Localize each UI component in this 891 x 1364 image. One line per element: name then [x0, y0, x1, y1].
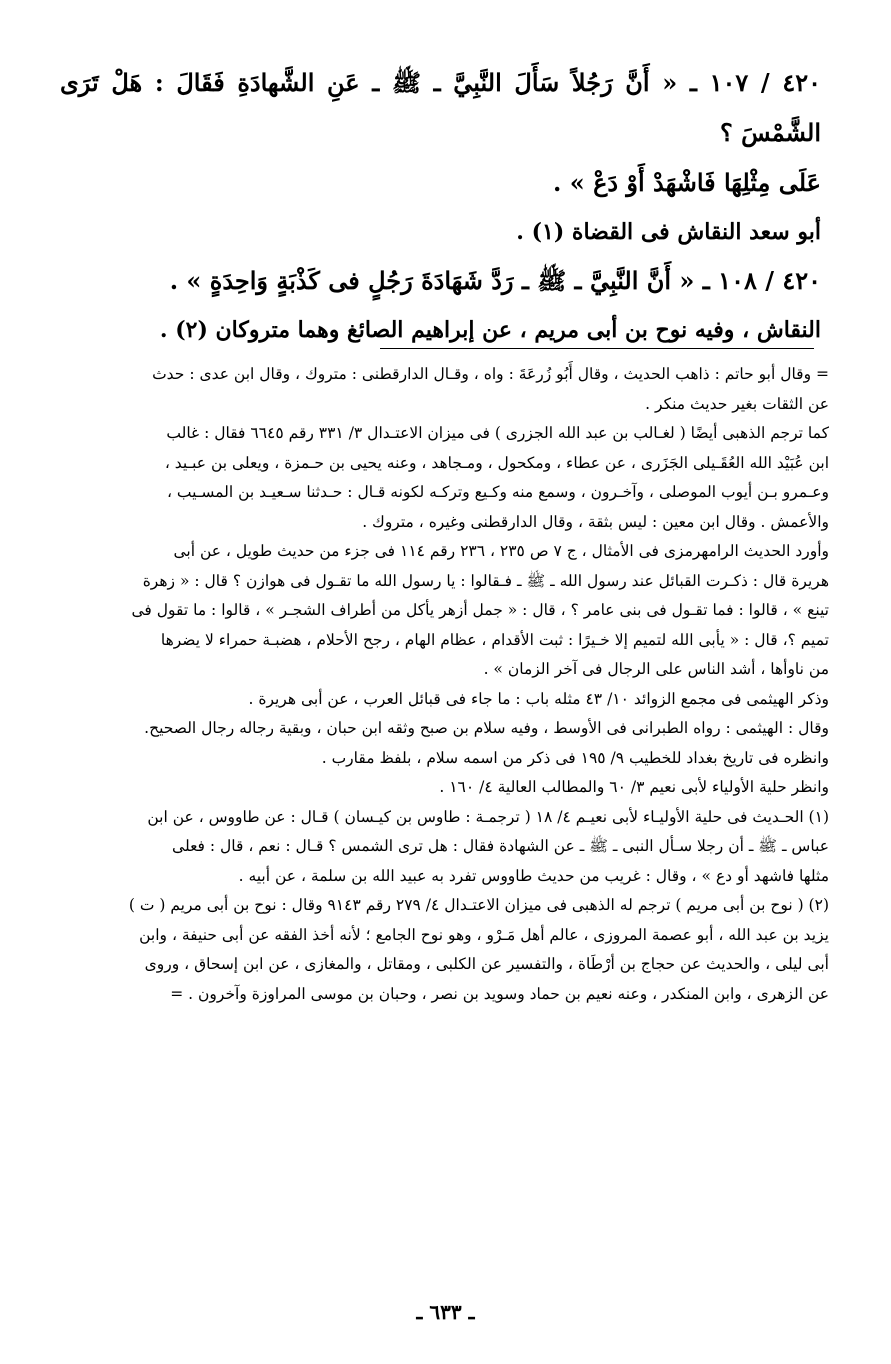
note-line: ابن عُبَيْد الله العُقَـيلى الجَزَرى ، عن عطاء ، ومكحول ، ومـجاهد ، وعنه يحيى بن حـمزة ، ويعلى بن عبـيد ، [164, 453, 829, 472]
note-line: وانظره فى تاريخ بغداد للخطيب ٩/ ١٩٥ فى ذكر من اسمه سلام ، بلفظ مقارب . [321, 748, 829, 767]
note-line: وأورد الحديث الرامهرمزى فى الأمثال ، ج ٧ ص ٢٣٥ ، ٢٣٦ رقم ١١٤ فى جزء من حديث طويل ، عن أبى [173, 542, 829, 560]
hadith-107-line-1: ٤٢٠ / ١٠٧ ـ « أَنَّ رَجُلاً سَأَلَ النَّبِيَّ ـ ﷺ ـ عَنِ الشَّهادَةِ فَقَالَ : هَلْ تَرَى الشَّمْسَ ؟ [60, 68, 821, 147]
footnote-2-line: عن الزهرى ، وابن المنكدر ، وعنه نعيم بن حماد وسويد بن نصر ، وحبان بن موسى المراوزة وآخرون . = [170, 984, 829, 1003]
footnote-1-line: (١) الحـديث فى حلية الأوليـاء لأبى نعيـم ٤/ ١٨ ( ترجمـة : طاوس بن كيـسان ) قـال : عن طاووس ، عن ابن [147, 807, 829, 826]
main-text [60, 58, 821, 354]
note-line: تميم ؟، قال : « يأبى الله لتميم إلا خـيرًا : ثبت الأقدام ، عظام الهام ، رجح الأحلام ، هضبـة حمراء لا يضرها [160, 630, 829, 649]
hadith-107-source: أبو سعد النقاش فى القضاة (١) . [516, 219, 821, 245]
note-line: وانظر حلية الأولياء لأبى نعيم ٣/ ٦٠ والمطالب العالية ٤/ ١٦٠ . [439, 778, 829, 796]
note-line: هريرة قال : ذكـرت القبائل عند رسول الله ـ ﷺ ـ فـقالوا : يا رسول الله ما تقـول فى هوازن ؟ قال : « زهرة [142, 571, 829, 590]
footnote-2-line: يزيد بن عبد الله ، أبو عصمة المروزى ، عالم أهل مَـرْو ، وهو نوح الجامع ؛ لأنه أخذ الفقه عن أبى حنيفة ، وابن [139, 925, 829, 944]
note-line: وذكر الهيثمى فى مجمع الزوائد ١٠/ ٤٣ مثله باب : ما جاء فى قبائل العرب ، عن أبى هريرة . [248, 689, 829, 708]
note-line: عن الثقات بغير حديث منكر . [645, 394, 829, 413]
hadith-107-line-2: عَلَى مِثْلِهَا فَاشْهَدْ أَوْ دَعْ » . [553, 168, 821, 197]
footnote-2-line: أبى ليلى ، والحديث عن حجاج بن أرْطَاة ، والتفسير عن الكلبى ، ومقاتل ، والمغازى ، عن ابن إسحاق ، وروى [144, 955, 829, 973]
note-line: تينع » ، قالوا : فما تقـول فى بنى عامر ؟ ، قال : « جمل أزهر يأكل من أطراف الشجـر » ، قالوا : ما تقول فى [131, 601, 829, 619]
footnote-2-line: (٢) ( نوح بن أبى مريم ) ترجم له الذهبى فى ميزان الاعتـدال ٤/ ٢٧٩ رقم ٩١٤٣ وقال : نوح بن أبى مريم ( ت ) [128, 896, 829, 914]
page-number: ـ ٦٣٣ ـ [416, 1300, 475, 1324]
note-line: كما ترجم الذهبى أيضًا ( لغـالب بن عبد الله الجزرى ) فى ميزان الاعتـدال ٣/ ٣٣١ رقم ٦٦٤٥ فقال : غالب [166, 424, 829, 442]
note-line: من ناوأها ، أشد الناس على الرجال فى آخر الزمان » . [483, 660, 829, 678]
note-line: والأعمش . وقال ابن معين : ليس بثقة ، وقال الدارقطنى وغيره ، متروك . [362, 512, 829, 531]
footnote-1-line: عباس ـ ﷺ ـ أن رجلا سـأل النبى ـ ﷺ ـ عن الشهادة فقال : هل ترى الشمس ؟ قـال : نعم ، قال : فعلى [172, 837, 829, 855]
hadith-108 [60, 256, 821, 306]
hadith-108-line: ٤٢٠ / ١٠٨ ـ « أَنَّ النَّبِيَّ ـ ﷺ ـ رَدَّ شَهَادَةَ رَجُلٍ فى كَذْبَةٍ وَاحِدَةٍ » . [169, 266, 821, 295]
footnotes [70, 360, 829, 1009]
note-line: وعـمرو بـن أيوب الموصلى ، وآخـرون ، وسمع منه وكـيع وتركـه لكونه قـال : حـدثنا سـعيـد بن المسـيب ، [166, 483, 829, 501]
footnote-divider [380, 348, 814, 349]
hadith-108-source: النقاش ، وفيه نوح بن أبى مريم ، عن إبراهيم الصائغ وهما متروكان (٢) . [159, 317, 821, 343]
hadith-107 [60, 58, 821, 208]
note-line: = وقال أبو حاتم : ذاهب الحديث ، وقال أَبُو زُرعَةَ : واه ، وقـال الدارقطنى : متروك ، وقال ابن عدى : حدث [152, 365, 829, 383]
note-line: وقال : الهيثمى : رواه الطبرانى فى الأوسط ، وفيه سلام بن صبح وثقه ابن حبان ، وبقية رجاله رجال الصحيح. [144, 719, 829, 737]
footnote-1-line: مثلها فاشهد أو دع » ، وقال : غريب من حديث طاووس تفرد به عبيد الله بن سلمة ، عن أبيه . [238, 866, 829, 885]
